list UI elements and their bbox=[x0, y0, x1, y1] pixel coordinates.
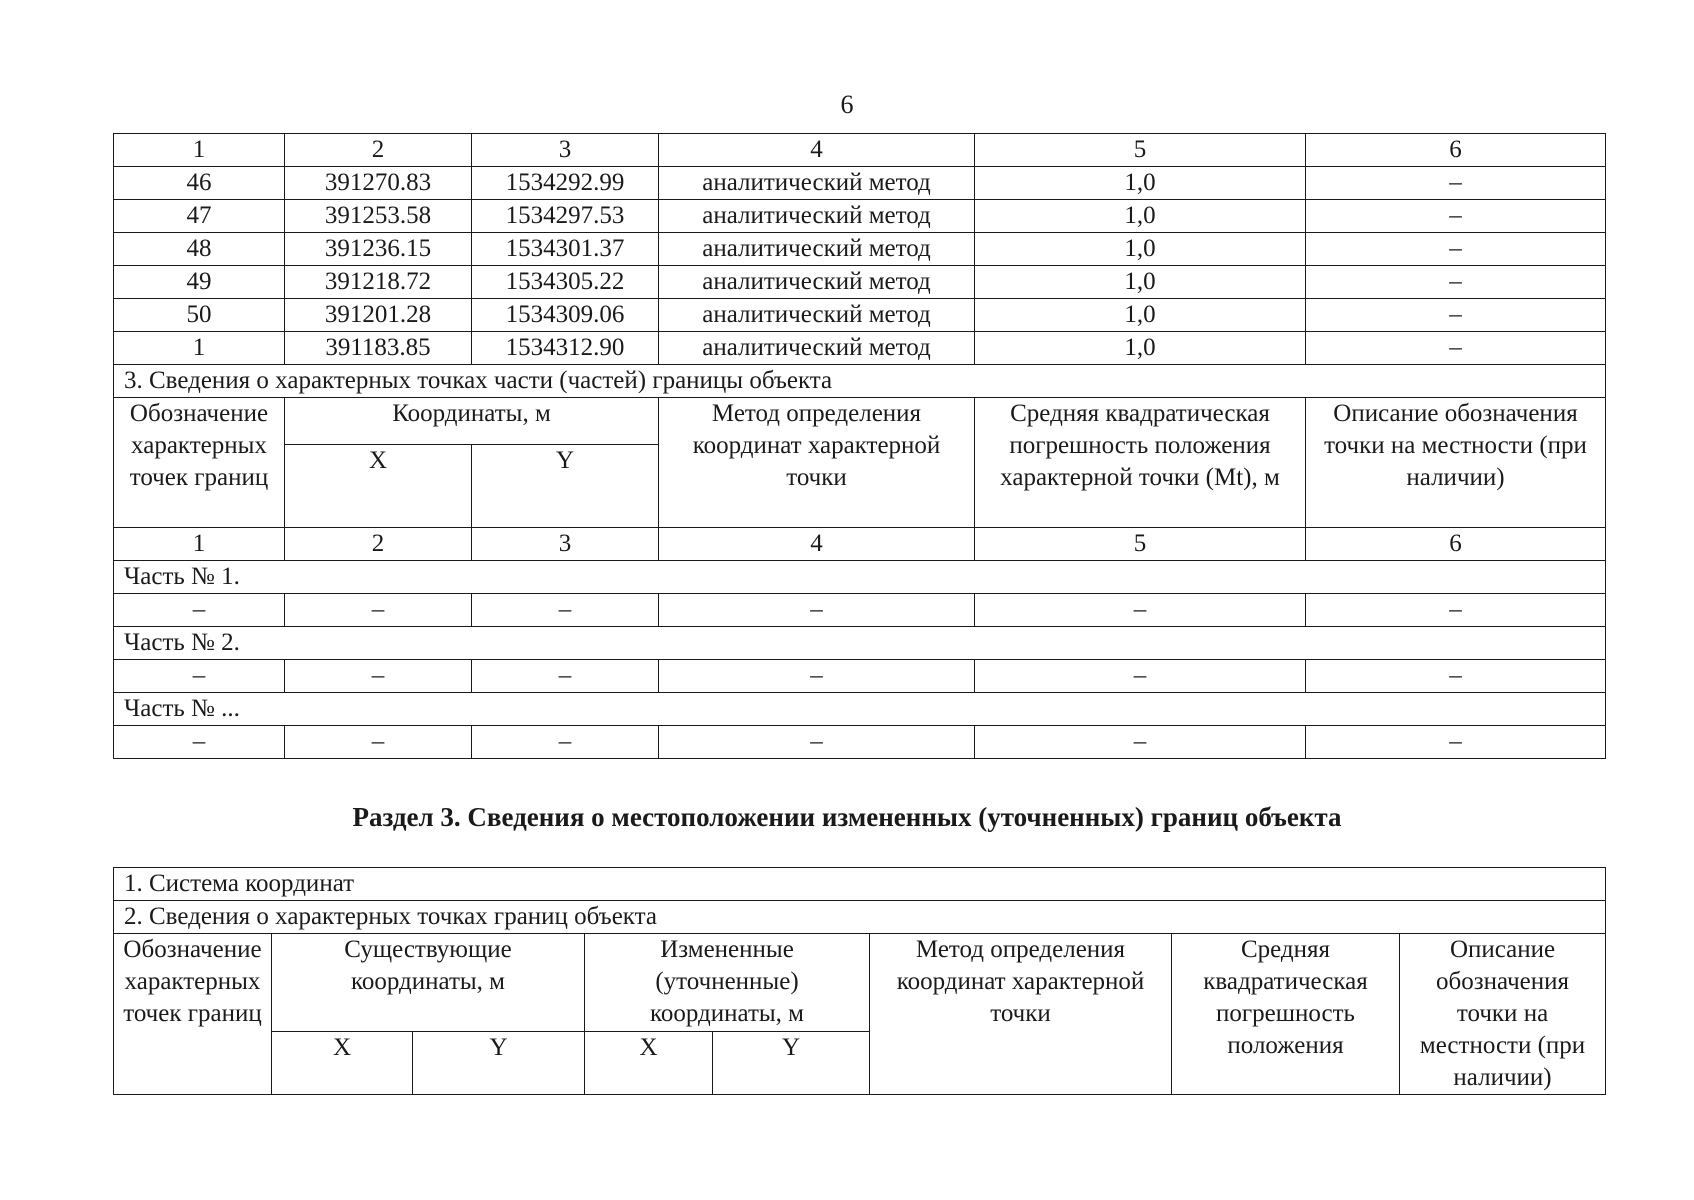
x-coordinate: 391236.15 bbox=[285, 233, 472, 266]
header-existing-y: Y bbox=[413, 1031, 585, 1094]
header-designation: Обозначение характерных точек границ bbox=[114, 398, 285, 528]
y-coordinate: 1534309.06 bbox=[472, 299, 659, 332]
cell: – bbox=[285, 594, 472, 627]
section-title-row bbox=[114, 901, 1606, 934]
cell: – bbox=[114, 660, 285, 693]
cell: – bbox=[285, 660, 472, 693]
part-label: Часть № 1. bbox=[114, 561, 1606, 594]
error-value: 1,0 bbox=[975, 332, 1306, 365]
y-coordinate: 1534292.99 bbox=[472, 167, 659, 200]
table-row bbox=[114, 594, 1606, 627]
description: – bbox=[1306, 332, 1606, 365]
description: – bbox=[1306, 266, 1606, 299]
header-designation: Обозначение характерных точек границ bbox=[114, 934, 272, 1095]
error-value: 1,0 bbox=[975, 200, 1306, 233]
column-number: 1 bbox=[114, 528, 285, 561]
y-coordinate: 1534312.90 bbox=[472, 332, 659, 365]
cell: – bbox=[1306, 594, 1606, 627]
table-row bbox=[114, 200, 1606, 233]
cell: – bbox=[975, 726, 1306, 759]
description: – bbox=[1306, 233, 1606, 266]
header-row bbox=[114, 398, 1606, 445]
error-value: 1,0 bbox=[975, 299, 1306, 332]
y-coordinate: 1534301.37 bbox=[472, 233, 659, 266]
header-method: Метод определения координат характерной точки bbox=[870, 934, 1172, 1095]
point-number: 49 bbox=[114, 266, 285, 299]
page-number: 6 bbox=[840, 90, 854, 119]
column-number-row bbox=[114, 528, 1606, 561]
header-row bbox=[114, 934, 1606, 1032]
table-row bbox=[114, 332, 1606, 365]
cell: – bbox=[472, 594, 659, 627]
error-value: 1,0 bbox=[975, 266, 1306, 299]
table-row bbox=[114, 660, 1606, 693]
table-row bbox=[114, 299, 1606, 332]
header-error: Средняя квадратическая погрешность положения bbox=[1172, 934, 1400, 1095]
cell: – bbox=[1306, 726, 1606, 759]
table-row bbox=[114, 167, 1606, 200]
x-coordinate: 391270.83 bbox=[285, 167, 472, 200]
column-number: 2 bbox=[285, 528, 472, 561]
part-label-row bbox=[114, 693, 1606, 726]
cell: – bbox=[114, 594, 285, 627]
x-coordinate: 391218.72 bbox=[285, 266, 472, 299]
changed-boundaries-table bbox=[113, 867, 1606, 1095]
part-label-row bbox=[114, 561, 1606, 594]
column-number-row bbox=[114, 134, 1606, 167]
part-label: Часть № 2. bbox=[114, 627, 1606, 660]
header-description: Описание обозначения точки на местности (при наличии) bbox=[1306, 398, 1606, 528]
table-row bbox=[114, 266, 1606, 299]
cell: – bbox=[285, 726, 472, 759]
column-number: 5 bbox=[975, 528, 1306, 561]
header-error: Средняя квадратическая погрешность положения характерной точки (Mt), м bbox=[975, 398, 1306, 528]
point-number: 47 bbox=[114, 200, 285, 233]
method: аналитический метод bbox=[659, 332, 975, 365]
method: аналитический метод bbox=[659, 167, 975, 200]
column-number: 1 bbox=[114, 134, 285, 167]
cell: – bbox=[472, 660, 659, 693]
point-number: 48 bbox=[114, 233, 285, 266]
part-label: Часть № ... bbox=[114, 693, 1606, 726]
header-method: Метод определения координат характерной точки bbox=[659, 398, 975, 528]
section-title: 3. Сведения о характерных точках части (частей) границы объекта bbox=[114, 365, 1606, 398]
column-number: 5 bbox=[975, 134, 1306, 167]
header-description: Описание обозначения точки на местности (при наличии) bbox=[1400, 934, 1606, 1095]
x-coordinate: 391183.85 bbox=[285, 332, 472, 365]
error-value: 1,0 bbox=[975, 233, 1306, 266]
description: – bbox=[1306, 299, 1606, 332]
cell: – bbox=[975, 660, 1306, 693]
cell: – bbox=[975, 594, 1306, 627]
description: – bbox=[1306, 200, 1606, 233]
point-number: 1 bbox=[114, 332, 285, 365]
section-heading: Раздел 3. Сведения о местоположении измененных (уточненных) границ объекта bbox=[352, 802, 1342, 832]
section-title-row bbox=[114, 365, 1606, 398]
point-number: 46 bbox=[114, 167, 285, 200]
cell: – bbox=[659, 726, 975, 759]
header-existing-x: X bbox=[272, 1031, 413, 1094]
header-changed-y: Y bbox=[713, 1031, 870, 1094]
coordinate-system-row bbox=[114, 868, 1606, 901]
cell: – bbox=[659, 660, 975, 693]
column-number: 6 bbox=[1306, 134, 1606, 167]
method: аналитический метод bbox=[659, 266, 975, 299]
column-number: 3 bbox=[472, 134, 659, 167]
column-number: 3 bbox=[472, 528, 659, 561]
header-y: Y bbox=[472, 445, 659, 528]
coordinate-system-label: 1. Система координат bbox=[114, 868, 1606, 901]
y-coordinate: 1534305.22 bbox=[472, 266, 659, 299]
x-coordinate: 391201.28 bbox=[285, 299, 472, 332]
header-x: X bbox=[285, 445, 472, 528]
table-row bbox=[114, 233, 1606, 266]
column-number: 2 bbox=[285, 134, 472, 167]
column-number: 4 bbox=[659, 134, 975, 167]
header-changed-coordinates: Измененные (уточненные) координаты, м bbox=[585, 934, 870, 1032]
characteristic-points-table bbox=[113, 133, 1606, 759]
header-existing-coordinates: Существующие координаты, м bbox=[272, 934, 585, 1032]
header-coordinates: Координаты, м bbox=[285, 398, 659, 445]
cell: – bbox=[659, 594, 975, 627]
column-number: 4 bbox=[659, 528, 975, 561]
method: аналитический метод bbox=[659, 200, 975, 233]
error-value: 1,0 bbox=[975, 167, 1306, 200]
x-coordinate: 391253.58 bbox=[285, 200, 472, 233]
method: аналитический метод bbox=[659, 299, 975, 332]
column-number: 6 bbox=[1306, 528, 1606, 561]
cell: – bbox=[1306, 660, 1606, 693]
method: аналитический метод bbox=[659, 233, 975, 266]
section-title: 2. Сведения о характерных точках границ объекта bbox=[114, 901, 1606, 934]
part-label-row bbox=[114, 627, 1606, 660]
y-coordinate: 1534297.53 bbox=[472, 200, 659, 233]
cell: – bbox=[472, 726, 659, 759]
description: – bbox=[1306, 167, 1606, 200]
table-row bbox=[114, 726, 1606, 759]
point-number: 50 bbox=[114, 299, 285, 332]
cell: – bbox=[114, 726, 285, 759]
header-changed-x: X bbox=[585, 1031, 713, 1094]
